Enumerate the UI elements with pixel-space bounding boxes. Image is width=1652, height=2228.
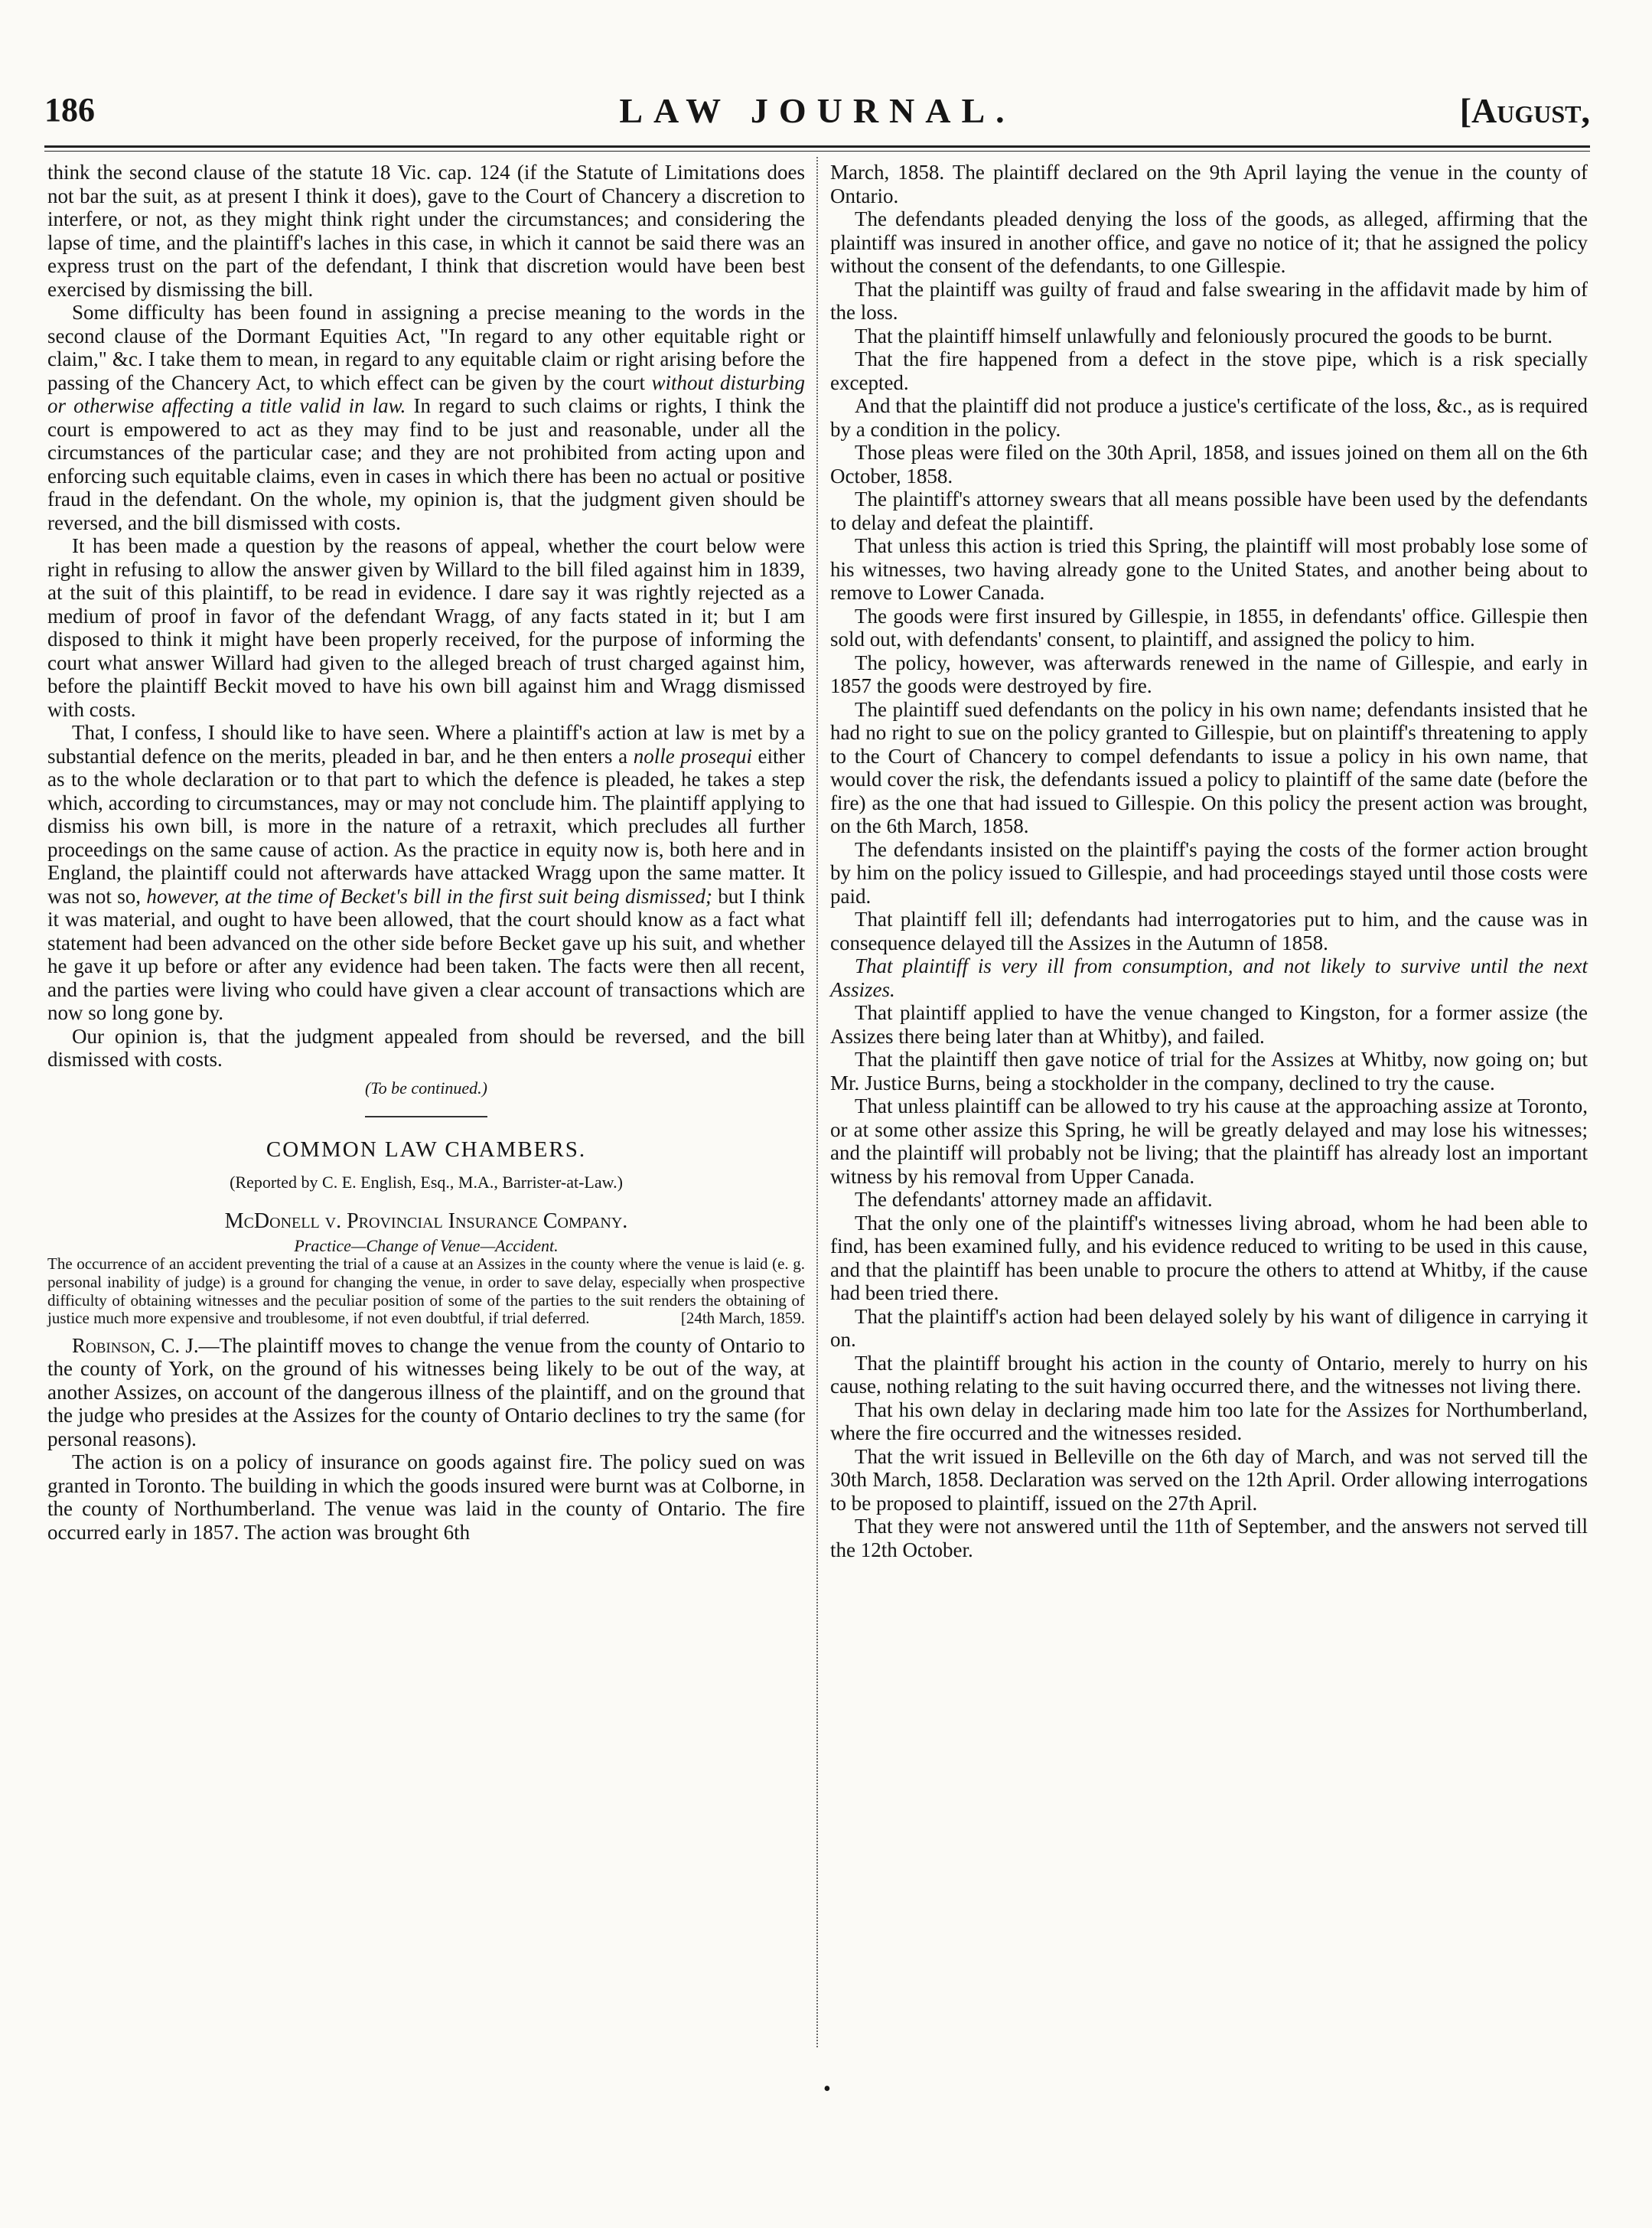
headnote: The occurrence of an accident preventing the trial of a cause at an Assizes in the county where the venue is laid (e. g. personal inability of judge) is a ground for changing the venue, in order to save delay, especially when prospective difficulty of obtaining witnesses and the peculiar position of some of the parties to the suit renders the obtaining of justice much more expensive and troublesome, if not even doubtful, if trial deferred. [24th March, 1859.: [47, 1254, 805, 1328]
paragraph: That plaintiff fell ill; defendants had interrogatories put to him, and the cause was in consequence delayed till the Assizes in the Autumn of 1858.: [830, 908, 1588, 954]
issue-month: [August,: [1459, 91, 1590, 130]
paragraph: Our opinion is, that the judgment appealed from should be reversed, and the bill dismissed with costs.: [47, 1024, 805, 1071]
paragraph: That the plaintiff then gave notice of trial for the Assizes at Whitby, now going on; but Mr. Justice Burns, being a stockholder in the company, declined to try the cause.: [830, 1048, 1588, 1094]
column-divider: [816, 157, 818, 2047]
paragraph: That plaintiff is very ill from consumption, and not likely to survive until the next Assizes.: [830, 954, 1588, 1001]
paragraph: March, 1858. The plaintiff declared on the 9th April laying the venue in the county of Ontario.: [830, 161, 1588, 207]
paragraph: think the second clause of the statute 18 Vic. cap. 124 (if the Statute of Limitations does not bar the suit, as at present I think it does), gave to the Court of Chancery a discretion to interfere, or not, as they might think right under the circumstances; and considering the lapse of time, and the plaintiff's laches in this case, in which it cannot be said there was an express trust on the part of the defendant, I think that discretion would have been best exercised by dismissing the bill.: [47, 161, 805, 301]
judge-name: Robinson, C. J.: [72, 1333, 199, 1357]
journal-title: LAW JOURNAL.: [619, 91, 1015, 130]
section-divider: [365, 1116, 487, 1117]
paragraph: That the plaintiff's action had been delayed solely by his want of diligence in carrying it on.: [830, 1304, 1588, 1351]
paragraph: That the fire happened from a defect in the stove pipe, which is a risk specially excepted.: [830, 347, 1588, 394]
paragraph: That his own delay in declaring made him too late for the Assizes for Northumberland, where the fire occurred and the witnesses resided.: [830, 1398, 1588, 1444]
section-title: COMMON LAW CHAMBERS.: [266, 1137, 587, 1163]
paragraph: That the plaintiff himself unlawfully and feloniously procured the goods to be burnt.: [855, 324, 1553, 347]
case-title: McDonell v. Provincial Insurance Company.: [224, 1209, 628, 1233]
footer-dot: •: [823, 2077, 831, 2101]
paragraph: That unless this action is tried this Spring, the plaintiff will most probably lose some of his witnesses, two having already gone to the United States, and another being about to remove to Lower Canada.: [830, 534, 1588, 604]
paragraph: That the plaintiff brought his action in the county of Ontario, merely to hurry on his cause, nothing relating to the suit having occurred there, and the witnesses not living there.: [830, 1351, 1588, 1398]
reporter-line: (Reported by C. E. English, Esq., M.A., Barrister-at-Law.): [230, 1173, 623, 1192]
paragraph: That the only one of the plaintiff's witnesses living abroad, whom he had been able to find, has been examined fully, and his evidence reduced to writing to be used in this cause, and that the plaintiff has been unable to procure the others to attend at Whitby, if the cause had been tried there.: [830, 1211, 1588, 1304]
paragraph: Robinson, C. J.—The plaintiff moves to change the venue from the county of Ontario to the county of York, on the ground of his witnesses being likely to be out of the way, at another Assizes, on account of the dangerous illness of the plaintiff, and on the ground that the judge who presides at the Assizes for the county of Ontario declines to try the same (for personal reasons).: [47, 1333, 805, 1450]
paragraph: The policy, however, was afterwards renewed in the name of Gillespie, and early in 1857 the goods were destroyed by fire.: [830, 651, 1588, 697]
left-column: [47, 161, 805, 1544]
paragraph: That the writ issued in Belleville on the 6th day of March, and was not served till the 30th March, 1858. Declaration was served on the 12th April. Order allowing interrogations to be proposed to plaintiff, issued on the 27th April.: [830, 1444, 1588, 1515]
paragraph: The plaintiff sued defendants on the policy in his own name; defendants insisted that he had no right to sue on the policy granted to Gillespie, but on plaintiff's threatening to apply to the Court of Chancery to compel defendants to issue a policy in his own name, that would cover the risk, the defendants issued a policy to plaintiff of the same date (before the fire) as the one that had issued to Gillespie. On this policy the present action was brought, on the 6th March, 1858.: [830, 697, 1588, 837]
paragraph: The plaintiff's attorney swears that all means possible have been used by the defendants to delay and defeat the plaintiff.: [830, 488, 1588, 534]
paragraph: That plaintiff applied to have the venue changed to Kingston, for a former assize (the Assizes there being later than at Whitby), and failed.: [830, 1001, 1588, 1048]
paragraph: The defendants insisted on the plaintiff's paying the costs of the former action brought by him on the policy issued to Gillespie, and had proceedings stayed until those costs were paid.: [830, 837, 1588, 908]
header-rule-thin: [44, 151, 1590, 152]
paragraph: And that the plaintiff did not produce a justice's certificate of the loss, &c., as is required by a condition in the policy.: [830, 394, 1588, 441]
headnote-date: [24th March, 1859.: [680, 1309, 805, 1328]
paragraph: That, I confess, I should like to have seen. Where a plaintiff's action at law is met by a substantial defence on the merits, pleaded in bar, and he then enters a nolle prosequi either as to the whole declaration or to that part to which the defence is pleaded, he takes a step which, according to circumstances, may or may not conclude him. The plaintiff applying to dismiss his own bill, is more in the nature of a retraxit, which precludes all further proceedings on the same cause of action. As the practice in equity now is, both here and in England, the plaintiff could not afterwards have attacked Wragg upon the same matter. It was not so, however, at the time of Becket's bill in the first suit being dismissed; but I think it was material, and ought to have been allowed, that the court should know as a fact what statement had been advanced on the other side before Becket gave up his suit, and whether he gave it up before or after any evidence had been taken. The facts were then all recent, and the parties were living who could have given a clear account of transactions which are now so long gone by.: [47, 721, 806, 1024]
paragraph: That unless plaintiff can be allowed to try his cause at the approaching assize at Toronto, or at some other assize this Spring, he will be greatly delayed and may lose his witnesses; and the plaintiff will probably not be living; that the plaintiff has already lost an important witness by his removal from Upper Canada.: [830, 1094, 1588, 1188]
paragraph: It has been made a question by the reasons of appeal, whether the court below were right in refusing to allow the answer given by Willard to the bill filed against him in 1839, at the suit of this plaintiff, to be read in evidence. I dare say it was rightly rejected as a medium of proof in favor of the defendant Wragg, of any facts stated in it; but I am disposed to think it might have been properly received, for the purpose of informing the court what answer Willard had given to the alleged breach of trust charged against him, before the plaintiff Beckit moved to have his own bill against him and Wragg dismissed with costs.: [47, 534, 805, 721]
to-be-continued: (To be continued.): [365, 1078, 487, 1098]
paragraph: That they were not answered until the 11th of September, and the answers not served till the 12th October.: [830, 1515, 1588, 1561]
running-header: [44, 90, 1590, 136]
paragraph: The defendants' attorney made an affidavit.: [855, 1188, 1213, 1211]
paragraph: The goods were first insured by Gillespie, in 1855, in defendants' office. Gillespie then sold out, with defendants' consent, to plaintiff, and assigned the policy to him.: [830, 604, 1588, 651]
header-rule-thick: [44, 145, 1590, 148]
paragraph: Some difficulty has been found in assigning a precise meaning to the words in the second clause of the Dormant Equities Act, "In regard to any other equitable right or claim," &c. I take them to mean, in regard to any equitable claim or right arising before the passing of the Chancery Act, to which effect can be given by the court without disturbing or otherwise affecting a title valid in law. In regard to such claims or rights, I think the court is empowered to act as they may find to be just and reasonable, under all the circumstances of the particular case; and they are not prohibited from acting upon and enforcing such equitable claims, even in cases in which there has been no actual or positive fraud in the defendant. On the whole, my opinion is, that the judgment given should be reversed, and the bill dismissed with costs.: [47, 301, 805, 534]
paragraph: The defendants pleaded denying the loss of the goods, as alleged, affirming that the plaintiff was insured in another office, and gave no notice of it; that he assigned the policy without the consent of the defendants, to one Gillespie.: [830, 207, 1588, 277]
page-number: 186: [44, 91, 95, 129]
practice-line: Practice—Change of Venue—Accident.: [294, 1235, 559, 1255]
paragraph: Those pleas were filed on the 30th April, 1858, and issues joined on them all on the 6th October, 1858.: [830, 441, 1588, 488]
paragraph: The action is on a policy of insurance on goods against fire. The policy sued on was granted in Toronto. The building in which the goods insured were burnt was at Colborne, in the county of Northumberland. The venue was laid in the county of Ontario. The fire occurred early in 1857. The action was brought 6th: [47, 1450, 805, 1544]
paragraph: That the plaintiff was guilty of fraud and false swearing in the affidavit made by him of the loss.: [830, 277, 1588, 324]
right-column: [830, 161, 1588, 1561]
